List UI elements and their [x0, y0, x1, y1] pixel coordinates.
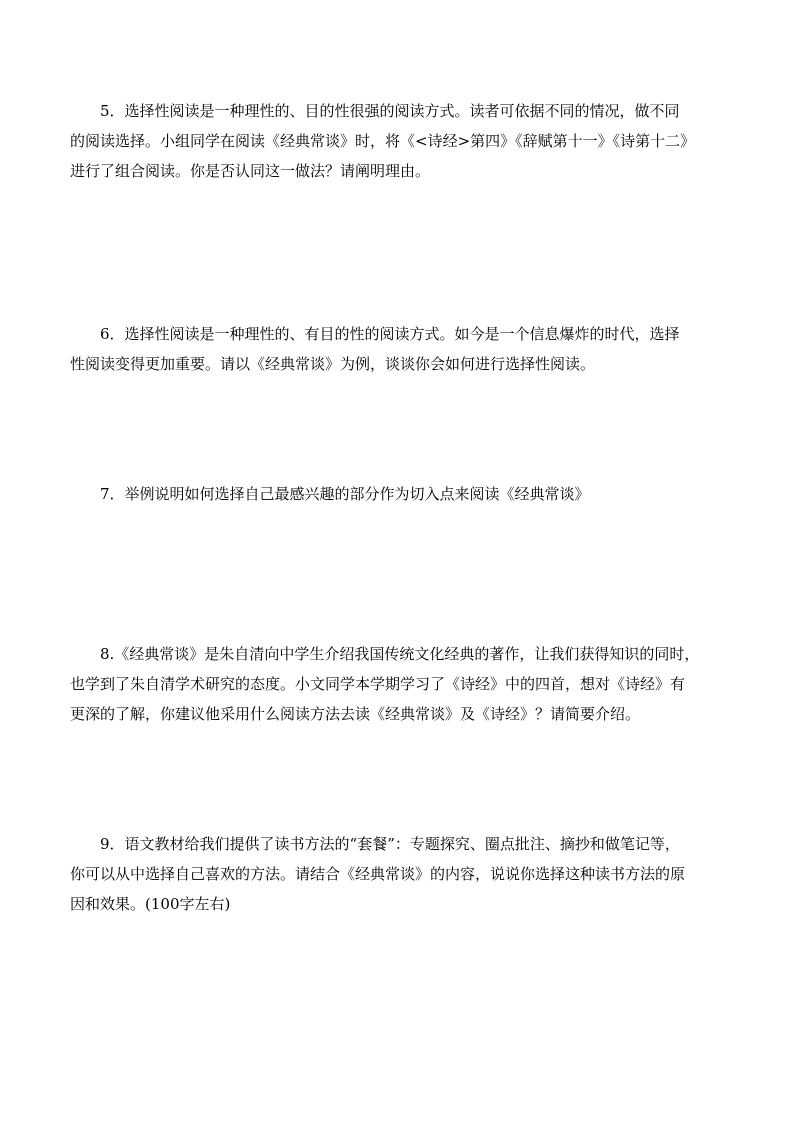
question-8-line-1: 8.《经典常谈》是朱自清向中学生介绍我国传统文化经典的著作，让我们获得知识的同时， — [100, 645, 700, 663]
question-8-line-2: 也学到了朱自清学术研究的态度。小文同学本学期学习了《诗经》中的四首，想对《诗经》有 — [70, 675, 686, 693]
question-9-line-1: 9．语文教材给我们提供了读书方法的“套餐”：专题探究、圈点批注、摘抄和做笔记等， — [100, 835, 680, 853]
question-5-line-1: 5．选择性阅读是一种理性的、目的性很强的阅读方式。读者可依据不同的情况，做不同 — [100, 102, 680, 120]
question-7-line-1: 7．举例说明如何选择自己最感兴趣的部分作为切入点来阅读《经典常谈》 — [100, 485, 590, 503]
question-9-line-3: 因和效果。(100字左右) — [70, 895, 231, 913]
question-9-line-2: 你可以从中选择自己喜欢的方法。请结合《经典常谈》的内容，说说你选择这种读书方法的原 — [70, 865, 686, 883]
question-6 — [70, 319, 740, 379]
question-8-line-3: 更深的了解，你建议他采用什么阅读方法去读《经典常谈》及《诗经》？请简要介绍。 — [70, 705, 641, 723]
question-9 — [70, 829, 740, 919]
question-6-line-1: 6．选择性阅读是一种理性的、有目的性的阅读方式。如今是一个信息爆炸的时代，选择 — [100, 325, 680, 343]
question-7 — [70, 479, 740, 509]
question-5 — [70, 96, 740, 186]
question-8 — [70, 639, 740, 729]
question-5-line-2: 的阅读选择。小组同学在阅读《经典常谈》时，将《<诗经>第四》《辞赋第十一》《诗第十二》 — [70, 132, 696, 150]
question-5-line-3: 进行了组合阅读。你是否认同这一做法？请阐明理由。 — [70, 162, 431, 180]
question-6-line-2: 性阅读变得更加重要。请以《经典常谈》为例，谈谈你会如何进行选择性阅读。 — [70, 355, 596, 373]
